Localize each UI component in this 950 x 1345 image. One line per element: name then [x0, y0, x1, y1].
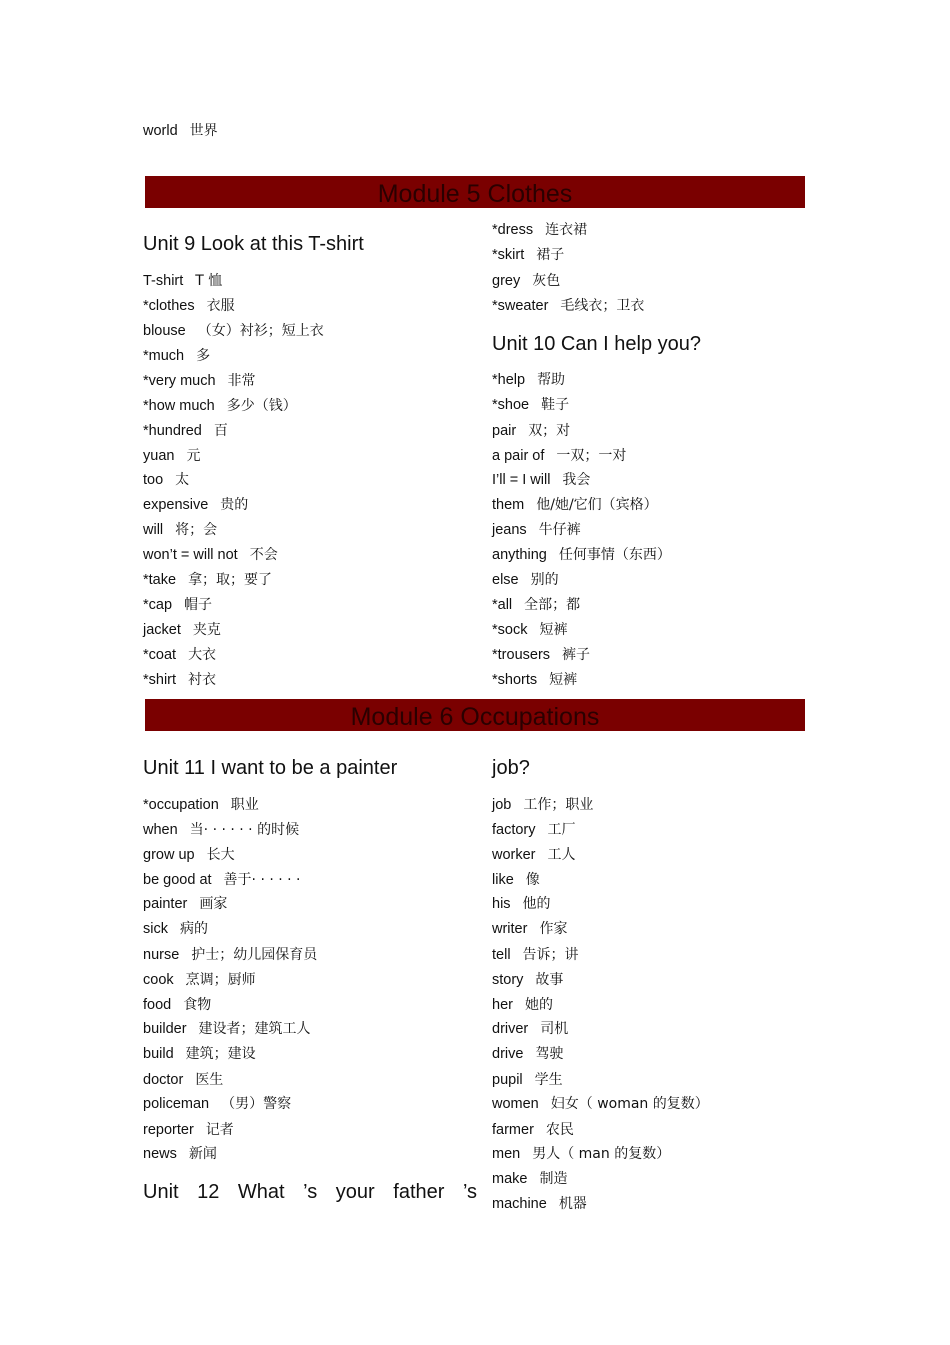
vocab-meaning: 工作；职业	[523, 797, 594, 813]
vocab-entry	[143, 970, 256, 990]
vocab-meaning: 驾驶	[535, 1046, 564, 1062]
unit-11-title: Unit 11 I want to be a painter	[143, 757, 398, 779]
vocab-meaning: 他/她/它们（宾格）	[536, 497, 658, 513]
vocab-word: a pair of	[492, 448, 545, 464]
vocab-word: *sweater	[492, 298, 549, 314]
vocab-meaning: 短裤	[549, 672, 578, 688]
vocab-entry	[492, 1169, 567, 1189]
vocab-word: reporter	[143, 1122, 194, 1138]
vocab-word: cook	[143, 972, 174, 988]
vocab-entry	[492, 620, 567, 640]
vocab-meaning: 长大	[206, 847, 235, 863]
vocab-meaning: 世界	[189, 123, 218, 139]
vocab-entry	[143, 919, 208, 939]
vocab-meaning: 记者	[205, 1122, 234, 1138]
vocab-meaning: 善于· · · · · ·	[223, 872, 301, 888]
vocab-entry	[492, 870, 540, 890]
vocab-meaning: 当· · · · · · 的时候	[189, 822, 300, 838]
vocab-meaning: 任何事情（东西）	[558, 547, 671, 563]
vocab-entry	[492, 470, 590, 490]
vocab-entry	[143, 820, 299, 840]
vocab-word: *clothes	[143, 298, 195, 314]
vocab-meaning: 制造	[539, 1171, 568, 1187]
vocab-entry	[492, 1194, 587, 1214]
vocab-word: driver	[492, 1021, 529, 1037]
vocab-word: blouse	[143, 323, 186, 339]
vocab-word: *shorts	[492, 672, 538, 688]
vocab-word: *very much	[143, 373, 216, 389]
vocab-entry	[492, 271, 560, 291]
vocab-word: nurse	[143, 947, 180, 963]
vocab-word: builder	[143, 1021, 187, 1037]
unit-12-title-line1: Unit 12 What ’s your father ’s	[143, 1181, 478, 1203]
vocab-word: writer	[492, 921, 528, 937]
vocab-entry	[492, 670, 577, 690]
vocab-meaning: 农民	[545, 1122, 574, 1138]
vocab-meaning: 夹克	[192, 622, 221, 638]
vocab-entry	[143, 1120, 234, 1140]
vocab-entry	[143, 894, 227, 914]
vocab-meaning: 职业	[230, 797, 259, 813]
vocab-entry	[492, 795, 593, 815]
vocab-word: story	[492, 972, 524, 988]
vocab-word: *dress	[492, 222, 534, 238]
vocab-entry	[143, 670, 216, 690]
module-5-banner	[145, 176, 805, 208]
vocab-entry	[143, 321, 324, 341]
vocab-meaning: 妇女（ woman 的复数）	[550, 1096, 709, 1112]
module-6-banner	[145, 699, 805, 731]
vocab-entry	[143, 1144, 217, 1164]
vocab-meaning: 多	[196, 348, 211, 364]
vocab-entry	[143, 421, 228, 441]
vocab-entry	[143, 396, 297, 416]
vocab-entry	[143, 495, 248, 515]
vocab-meaning: 帽子	[184, 597, 213, 613]
vocab-meaning: 像	[525, 872, 540, 888]
vocab-word: jacket	[143, 622, 181, 638]
vocab-meaning: 建筑；建设	[185, 1046, 256, 1062]
vocab-word: *cap	[143, 597, 173, 613]
vocab-meaning: 双；对	[528, 423, 571, 439]
vocab-word: *hundred	[143, 423, 202, 439]
vocab-meaning: 烹调；厨师	[185, 972, 256, 988]
vocab-meaning: 机器	[558, 1196, 587, 1212]
vocab-meaning: 作家	[539, 921, 568, 937]
vocab-meaning: 拿；取；要了	[188, 572, 273, 588]
vocab-meaning: 新闻	[188, 1146, 217, 1162]
vocab-meaning: 食物	[183, 997, 212, 1013]
vocab-word: sick	[143, 921, 168, 937]
vocab-entry	[492, 520, 581, 540]
vocab-meaning: 医生	[195, 1072, 224, 1088]
vocab-meaning: 男人（ man 的复数）	[532, 1146, 671, 1162]
vocab-meaning: 鞋子	[541, 397, 570, 413]
vocab-entry	[492, 845, 576, 865]
vocab-entry	[143, 595, 212, 615]
vocab-word: *take	[143, 572, 177, 588]
vocab-word: job	[492, 797, 512, 813]
vocab-entry	[492, 220, 587, 240]
vocab-word: make	[492, 1171, 528, 1187]
vocab-entry	[143, 1019, 311, 1039]
vocab-word: worker	[492, 847, 536, 863]
vocab-meaning: T 恤	[195, 273, 223, 289]
vocab-meaning: 衬衣	[188, 672, 217, 688]
vocab-word: won’t = will not	[143, 547, 238, 563]
vocab-meaning: 不会	[249, 547, 278, 563]
vocab-word: when	[143, 822, 178, 838]
vocab-meaning: 故事	[535, 972, 564, 988]
vocab-meaning: 护士；幼儿园保育员	[191, 947, 318, 963]
vocab-word: be good at	[143, 872, 212, 888]
vocab-meaning: 非常	[227, 373, 256, 389]
vocab-word: I’ll = I will	[492, 472, 551, 488]
vocab-meaning: 画家	[199, 896, 228, 912]
vocab-meaning: 元	[186, 448, 201, 464]
vocab-word: *skirt	[492, 247, 525, 263]
vocab-meaning: 多少（钱）	[226, 398, 297, 414]
vocab-meaning: 连衣裙	[545, 222, 588, 238]
vocab-entry	[143, 995, 211, 1015]
vocab-entry	[143, 620, 221, 640]
vocab-entry	[143, 1070, 223, 1090]
vocab-word: yuan	[143, 448, 175, 464]
vocab-entry	[492, 1120, 574, 1140]
vocab-meaning: 全部；都	[524, 597, 581, 613]
vocab-entry	[492, 970, 563, 990]
vocab-word: his	[492, 896, 511, 912]
vocab-word: pair	[492, 423, 517, 439]
vocab-meaning: 太	[175, 472, 190, 488]
vocab-meaning: 帮助	[537, 372, 566, 388]
vocab-entry	[492, 995, 553, 1015]
vocab-word: men	[492, 1146, 521, 1162]
vocab-meaning: 灰色	[532, 273, 561, 289]
vocab-entry	[143, 446, 200, 466]
unit-10-title: Unit 10 Can I help you?	[492, 333, 702, 355]
vocab-entry	[492, 296, 644, 316]
vocab-meaning: 毛线衣；卫衣	[560, 298, 645, 314]
vocab-word: T-shirt	[143, 273, 184, 289]
vocab-entry	[143, 570, 272, 590]
vocab-entry	[492, 1044, 563, 1064]
vocab-word: like	[492, 872, 514, 888]
vocab-meaning: 工人	[547, 847, 576, 863]
vocab-word: women	[492, 1096, 539, 1112]
vocab-meaning: 牛仔裤	[538, 522, 581, 538]
vocab-meaning: （男）警察	[221, 1096, 292, 1112]
vocab-entry	[492, 421, 570, 441]
vocab-word: jeans	[492, 522, 527, 538]
vocab-entry	[143, 795, 259, 815]
unit-9-title: Unit 9 Look at this T-shirt	[143, 233, 364, 255]
vocab-entry	[492, 645, 590, 665]
vocab-meaning: 短裤	[539, 622, 568, 638]
vocab-entry	[143, 845, 235, 865]
vocab-word: *how much	[143, 398, 215, 414]
vocab-meaning: 她的	[524, 997, 553, 1013]
vocab-word: policeman	[143, 1096, 210, 1112]
vocab-entry	[143, 346, 210, 366]
module-6-title: Module 6 Occupations	[350, 703, 600, 731]
vocab-entry	[492, 395, 569, 415]
vocab-word: pupil	[492, 1072, 523, 1088]
vocab-entry	[492, 570, 559, 590]
vocab-word: world	[143, 123, 178, 139]
vocab-word: painter	[143, 896, 188, 912]
vocab-entry	[492, 1094, 709, 1114]
vocab-word: *occupation	[143, 797, 219, 813]
vocab-word: expensive	[143, 497, 209, 513]
vocab-entry	[143, 1044, 256, 1064]
vocab-word: grey	[492, 273, 521, 289]
vocab-entry	[143, 371, 256, 391]
module-5-title: Module 5 Clothes	[377, 180, 573, 208]
vocab-entry	[143, 545, 278, 565]
vocab-word: *shoe	[492, 397, 530, 413]
vocab-meaning: 告诉；讲	[522, 947, 579, 963]
vocab-meaning: 裤子	[562, 647, 591, 663]
vocab-word: food	[143, 997, 172, 1013]
vocab-meaning: 他的	[522, 896, 551, 912]
vocab-meaning: 病的	[179, 921, 208, 937]
vocab-word: them	[492, 497, 525, 513]
vocab-meaning: 将；会	[175, 522, 218, 538]
vocab-entry	[492, 495, 658, 515]
vocab-word: *shirt	[143, 672, 177, 688]
vocab-entry	[143, 645, 216, 665]
vocab-meaning: 大衣	[188, 647, 217, 663]
vocab-meaning: 建设者；建筑工人	[198, 1021, 311, 1037]
vocab-word: factory	[492, 822, 536, 838]
vocab-meaning: 工厂	[547, 822, 576, 838]
vocab-entry	[143, 121, 218, 141]
vocab-entry	[143, 520, 217, 540]
vocab-word: will	[143, 522, 164, 538]
vocab-word: drive	[492, 1046, 524, 1062]
vocab-entry	[143, 1094, 291, 1114]
vocab-entry	[143, 296, 235, 316]
vocab-meaning: （女）衬衫；短上衣	[197, 323, 324, 339]
vocab-entry	[143, 945, 317, 965]
vocab-word: grow up	[143, 847, 195, 863]
vocab-entry	[492, 945, 579, 965]
vocab-meaning: 裙子	[536, 247, 565, 263]
vocab-word: anything	[492, 547, 547, 563]
vocab-entry	[492, 595, 580, 615]
vocab-entry	[143, 271, 222, 291]
vocab-word: *all	[492, 597, 513, 613]
vocab-meaning: 我会	[562, 472, 591, 488]
vocab-meaning: 贵的	[220, 497, 249, 513]
vocab-word: *help	[492, 372, 526, 388]
vocab-word: news	[143, 1146, 177, 1162]
vocab-word: else	[492, 572, 519, 588]
vocab-entry	[492, 1070, 563, 1090]
vocab-word: *trousers	[492, 647, 551, 663]
vocab-entry	[492, 446, 626, 466]
vocab-entry	[143, 870, 301, 890]
vocab-meaning: 学生	[534, 1072, 563, 1088]
vocab-word: farmer	[492, 1122, 534, 1138]
vocab-entry	[492, 820, 576, 840]
vocab-word: tell	[492, 947, 511, 963]
vocab-meaning: 一双；一对	[556, 448, 627, 464]
vocab-meaning: 衣服	[206, 298, 235, 314]
vocab-entry	[492, 919, 567, 939]
vocab-entry	[492, 370, 565, 390]
vocab-entry	[492, 545, 671, 565]
vocab-word: doctor	[143, 1072, 184, 1088]
vocab-word: build	[143, 1046, 174, 1062]
vocab-word: *coat	[143, 647, 177, 663]
vocab-meaning: 司机	[540, 1021, 569, 1037]
vocab-meaning: 百	[213, 423, 228, 439]
vocab-word: her	[492, 997, 513, 1013]
vocab-entry	[492, 894, 551, 914]
unit-12-title-line2: job?	[492, 757, 530, 779]
vocab-word: too	[143, 472, 164, 488]
vocab-entry	[492, 245, 564, 265]
vocab-meaning: 别的	[530, 572, 559, 588]
vocab-word: *sock	[492, 622, 528, 638]
vocab-entry	[492, 1019, 568, 1039]
vocab-word: machine	[492, 1196, 547, 1212]
vocab-entry	[492, 1144, 670, 1164]
vocab-entry	[143, 470, 189, 490]
vocab-word: *much	[143, 348, 185, 364]
